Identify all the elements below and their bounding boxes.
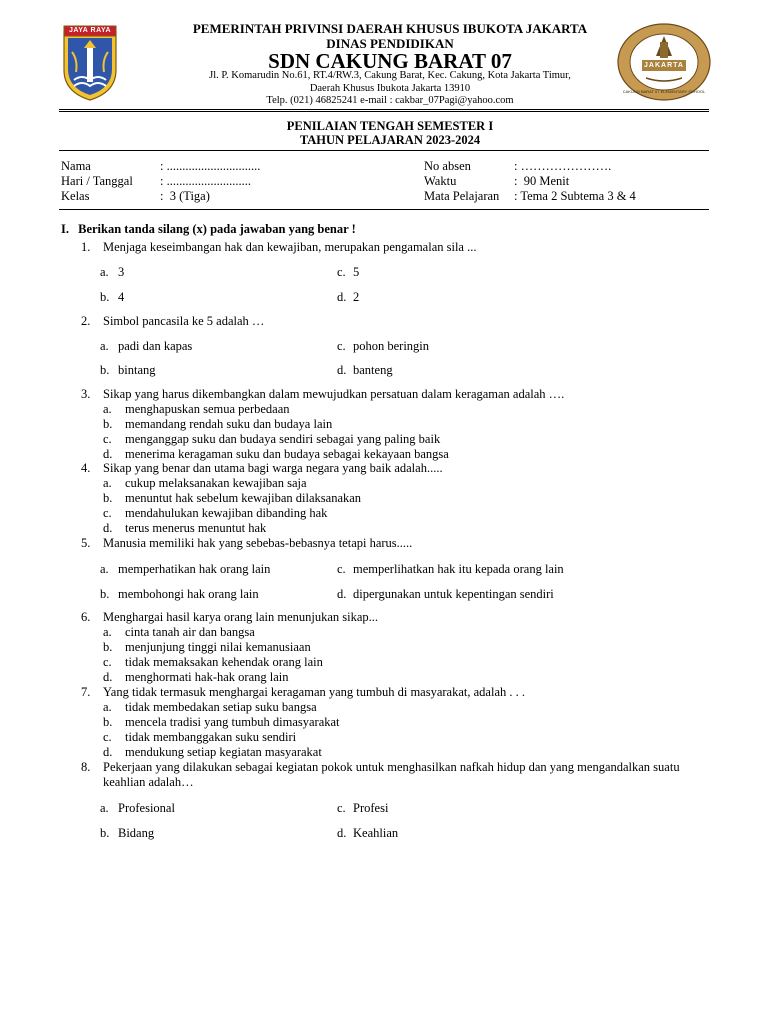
q4-option-b-letter: b. xyxy=(103,491,113,505)
q4-option-d[interactable]: terus menerus menuntut hak xyxy=(125,521,267,535)
q8-option-c[interactable]: Profesi xyxy=(353,801,389,815)
q7-option-b[interactable]: mencela tradisi yang tumbuh dimasyarakat xyxy=(125,715,340,729)
q4-option-a[interactable]: cukup melaksanakan kewajiban saja xyxy=(125,476,307,490)
q7-option-a[interactable]: tidak membedakan setiap suku bangsa xyxy=(125,700,317,714)
waktu-value: : 90 Menit xyxy=(514,174,570,188)
q4-option-b[interactable]: menuntut hak sebelum kewajiban dilaksanakan xyxy=(125,491,362,505)
nama-label: Nama xyxy=(61,159,91,173)
section-number: I. xyxy=(61,222,69,236)
waktu-label: Waktu xyxy=(424,174,457,188)
question-8-text: Pekerjaan yang dilakukan sebagai kegiatan pokok untuk menghasilkan nafkah hidup dan yang mengandalkan suatu keahlian adalah… xyxy=(103,760,680,789)
section-heading xyxy=(61,222,356,237)
q6-option-b[interactable]: menjunjung tinggi nilai kemanusiaan xyxy=(125,640,311,654)
q2-option-b-letter: b. xyxy=(100,363,110,377)
q2-option-a-letter: a. xyxy=(100,339,109,353)
q3-option-a[interactable]: menghapuskan semua perbedaan xyxy=(125,402,290,416)
kelas-value: : 3 (Tiga) xyxy=(160,189,210,203)
section-instruction: Berikan tanda silang (x) pada jawaban yang benar ! xyxy=(78,222,356,236)
q5-option-a[interactable]: memperhatikan hak orang lain xyxy=(118,562,271,576)
address-line-2: Daerah Khusus Ibukota Jakarta 13910 xyxy=(309,83,471,94)
q3-option-d-letter: d. xyxy=(103,447,113,461)
q4-option-a-letter: a. xyxy=(103,476,112,490)
question-4-text: Sikap yang benar dan utama bagi warga negara yang baik adalah..... xyxy=(103,461,443,475)
letterhead-rule xyxy=(59,109,709,110)
q1-option-d-letter: d. xyxy=(337,290,347,304)
mata-pelajaran-label: Mata Pelajaran xyxy=(424,189,500,203)
left-logo-text: JAYA RAYA xyxy=(68,27,112,34)
q1-option-a[interactable]: 3 xyxy=(118,265,125,279)
q5-option-a-letter: a. xyxy=(100,562,109,576)
question-1-text: Menjaga keseimbangan hak dan kewajiban, merupakan pengamalan sila ... xyxy=(103,240,477,254)
q6-option-b-letter: b. xyxy=(103,640,113,654)
q2-option-c[interactable]: pohon beringin xyxy=(353,339,430,353)
question-5-number: 5. xyxy=(81,536,91,550)
hari-tanggal-field[interactable]: : ........................... xyxy=(160,174,251,188)
exam-year: TAHUN PELAJARAN 2023-2024 xyxy=(299,133,481,147)
q8-option-a-letter: a. xyxy=(100,801,109,815)
title-divider xyxy=(59,150,709,151)
q1-option-c[interactable]: 5 xyxy=(353,265,360,279)
q1-option-b[interactable]: 4 xyxy=(118,290,125,304)
q6-option-c-letter: c. xyxy=(103,655,112,669)
jakarta-coat-of-arms-logo xyxy=(60,22,120,102)
q2-option-d[interactable]: banteng xyxy=(353,363,393,377)
q5-option-c[interactable]: memperlihatkan hak itu kepada orang lain xyxy=(353,562,564,576)
nama-field[interactable]: : .............................. xyxy=(160,159,261,173)
q7-option-d-letter: d. xyxy=(103,745,113,759)
q2-option-c-letter: c. xyxy=(337,339,346,353)
q1-option-a-letter: a. xyxy=(100,265,109,279)
q6-option-d-letter: d. xyxy=(103,670,113,684)
question-6-number: 6. xyxy=(81,610,91,624)
q4-option-d-letter: d. xyxy=(103,521,113,535)
q6-option-a-letter: a. xyxy=(103,625,112,639)
q5-option-d-letter: d. xyxy=(337,587,347,601)
question-2-number: 2. xyxy=(81,314,91,328)
q1-option-b-letter: b. xyxy=(100,290,110,304)
question-4-number: 4. xyxy=(81,461,91,475)
q8-option-a[interactable]: Profesional xyxy=(118,801,175,815)
q6-option-d[interactable]: menghormati hak-hak orang lain xyxy=(125,670,289,684)
q7-option-d[interactable]: mendukung setiap kegiatan masyarakat xyxy=(125,745,322,759)
question-1-number: 1. xyxy=(81,240,91,254)
q4-option-c-letter: c. xyxy=(103,506,112,520)
question-8-number: 8. xyxy=(81,760,91,774)
q8-option-c-letter: c. xyxy=(337,801,346,815)
question-2-text: Simbol pancasila ke 5 adalah … xyxy=(103,314,265,328)
q2-option-a[interactable]: padi dan kapas xyxy=(118,339,193,353)
q5-option-b[interactable]: membohongi hak orang lain xyxy=(118,587,259,601)
no-absen-label: No absen xyxy=(424,159,471,173)
exam-title: PENILAIAN TENGAH SEMESTER I xyxy=(286,119,494,133)
question-7-text: Yang tidak termasuk menghargai keragaman yang tumbuh di masyarakat, adalah . . . xyxy=(103,685,525,699)
q1-option-d[interactable]: 2 xyxy=(353,290,360,304)
question-5-text: Manusia memiliki hak yang sebebas-bebasnya tetapi harus..... xyxy=(103,536,413,550)
q8-option-d-letter: d. xyxy=(337,826,347,840)
no-absen-field[interactable]: : …………………. xyxy=(514,159,612,173)
department-line: DINAS PENDIDIKAN xyxy=(326,36,454,51)
question-3-text: Sikap yang harus dikembangkan dalam mewujudkan persatuan dalam keragaman adalah …. xyxy=(103,387,565,401)
q3-option-c[interactable]: menganggap suku dan budaya sendiri sebagai yang paling baik xyxy=(125,432,441,446)
q7-option-c-letter: c. xyxy=(103,730,112,744)
question-3-number: 3. xyxy=(81,387,91,401)
q4-option-c[interactable]: mendahulukan kewajiban dibanding hak xyxy=(125,506,328,520)
q3-option-b-letter: b. xyxy=(103,417,113,431)
q7-option-c[interactable]: tidak membanggakan suku sendiri xyxy=(125,730,297,744)
right-logo-text: JAKARTA xyxy=(644,62,684,69)
question-7-number: 7. xyxy=(81,685,91,699)
question-6-text: Menghargai hasil karya orang lain menunjukan sikap... xyxy=(103,610,379,624)
q7-option-a-letter: a. xyxy=(103,700,112,714)
q5-option-c-letter: c. xyxy=(337,562,346,576)
q8-option-b[interactable]: Bidang xyxy=(118,826,155,840)
q3-option-c-letter: c. xyxy=(103,432,112,446)
government-line: PEMERINTAH PRIVINSI DAERAH KHUSUS IBUKOTA JAKARTA xyxy=(192,21,588,36)
right-logo-ring-text: CAKUNG BARAT 07 ELEMENTARY SCHOOL xyxy=(622,89,706,94)
school-name: SDN CAKUNG BARAT 07 xyxy=(268,49,512,73)
q2-option-d-letter: d. xyxy=(337,363,347,377)
q1-option-c-letter: c. xyxy=(337,265,346,279)
contact-line: Telp. (021) 46825241 e-mail : cakbar_07Pagi@yahoo.com xyxy=(266,95,514,106)
q3-option-a-letter: a. xyxy=(103,402,112,416)
q3-option-d[interactable]: menerima keragaman suku dan budaya sebagai kekayaan bangsa xyxy=(125,447,449,461)
hari-tanggal-label: Hari / Tanggal xyxy=(61,174,133,188)
q7-option-b-letter: b. xyxy=(103,715,113,729)
kelas-label: Kelas xyxy=(61,189,90,203)
q2-option-b[interactable]: bintang xyxy=(118,363,156,377)
q8-option-b-letter: b. xyxy=(100,826,110,840)
q6-option-c[interactable]: tidak memaksakan kehendak orang lain xyxy=(125,655,323,669)
address-line-1: Jl. P. Komarudin No.61, RT.4/RW.3, Cakung Barat, Kec. Cakung, Kota Jakarta Timur, xyxy=(209,70,571,81)
q5-option-d[interactable]: dipergunakan untuk kepentingan sendiri xyxy=(353,587,554,601)
fields-divider xyxy=(59,209,709,210)
mata-pelajaran-value: : Tema 2 Subtema 3 & 4 xyxy=(514,189,636,203)
q6-option-a[interactable]: cinta tanah air dan bangsa xyxy=(125,625,255,639)
q5-option-b-letter: b. xyxy=(100,587,110,601)
q3-option-b[interactable]: memandang rendah suku dan budaya lain xyxy=(125,417,333,431)
q8-option-d[interactable]: Keahlian xyxy=(353,826,399,840)
letterhead-rule-thin xyxy=(59,111,709,112)
